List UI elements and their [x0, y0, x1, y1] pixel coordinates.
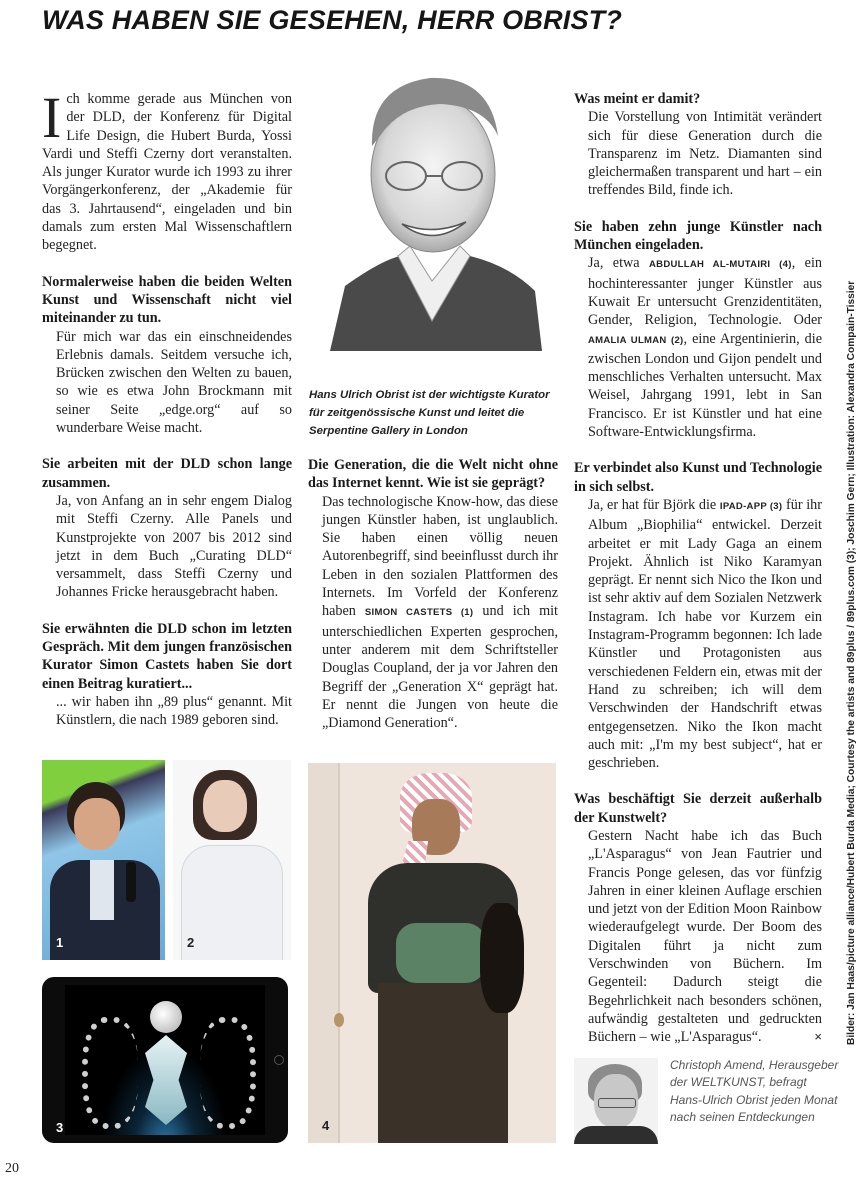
- photo-number-2: 2: [187, 935, 195, 950]
- question-meaning: Was meint er damit?: [574, 91, 701, 107]
- answer-outside-art: Gestern Nacht habe ich das Buch „L'Asparagus“ von Jean Fautrier und Francis Ponge gelesen, das vor fünfzig Jahren in einer kleinen Auflage erschien und jetzt von der Edition Moon Rainbow wiederaufgelegt wurde. Der Boom des Digitalen führt ja nicht zum Verschwinden von Büchern. Im Gegenteil: Dadurch steigt die Begehrlichkeit nach besonders schönen, aufwändig gestalteten und gedruckten Büchern – wie „L'Asparagus“. ×: [588, 827, 822, 1046]
- article-column-2: [308, 456, 558, 732]
- question-2: Sie arbeiten mit der DLD schon lange zusammen.: [42, 456, 292, 491]
- author-photo: [574, 1058, 658, 1144]
- artist-name-amalia: AMALIA ULMAN (2): [588, 334, 684, 346]
- photo-number-3: 3: [56, 1120, 64, 1135]
- headline: WAS HABEN SIE GESEHEN, HERR OBRIST?: [42, 5, 623, 35]
- photo-credits: Bilder: Jan Haas/picture alliance/Hubert Burda Media; Courtesy the artists and 89plus / 89plus.com (3); Joschim Gern; Illustration: Alexandra Compain-Tissier: [846, 280, 857, 1045]
- answer-meaning: Die Vorstellung von Intimität verändert sich für diese Generation durch die Transparenz im Netz. Diamanten sind gleichermaßen transparent und hart – ein treffendes Bild, finde ich.: [588, 109, 822, 199]
- portrait-illustration: [320, 66, 546, 351]
- question-technology: Er verbindet also Kunst und Technologie in sich selbst.: [574, 460, 822, 495]
- question-young-artists: Sie haben zehn junge Künstler nach München eingeladen.: [574, 218, 822, 254]
- answer-1: Für mich war das ein einschneidendes Erlebnis damals. Seitdem versuche ich, Brücken zwischen den Welten zu bauen, so wie es etwa John Brockmann mit seiner Seite „edge.org“ auf so wunderbare Weise macht.: [56, 328, 292, 437]
- ipad-app-reference: IPAD-APP (3): [719, 500, 783, 512]
- answer-young-artists: Ja, etwa ABDULLAH AL-MUTAIRI (4), ein hochinteressanter junger Künstler aus Kuwait Er untersucht Grenzidentitäten, Gender, Religion, Technologie. Oder AMALIA ULMAN (2), eine Argentinierin, die zwischen London und Gijon pendelt und menschliches Verhalten untersucht. Max Weisel, Jahrgang 1991, lebt in San Francisco. Er ist Künstler und hat eine Software-Entwicklungsfirma.: [588, 255, 823, 441]
- author-bio: Christoph Amend, Herausgeber der WELTKUNST, befragt Hans-Ulrich Obrist jeden Monat nach seinen Entdeckungen: [670, 1058, 839, 1125]
- drop-cap: I: [42, 85, 62, 150]
- end-mark-icon: ×: [814, 1029, 822, 1045]
- photo-number-4: 4: [322, 1118, 330, 1133]
- article-column-3: [574, 90, 822, 1047]
- photo-amalia-ulman: [173, 760, 291, 960]
- question-3: Sie erwähnten die DLD schon im letzten Gespräch. Mit dem jungen französischen Kurator Simon Castets haben Sie dort einen Beitrag kuratiert...: [42, 620, 292, 692]
- question-outside-art: Was beschäftigt Sie derzeit außerhalb der Kunstwelt?: [574, 791, 822, 826]
- photo-ipad-biophilia: [42, 977, 288, 1143]
- article-column-1: [42, 85, 292, 730]
- artist-name-simon-castets: SIMON CASTETS (1): [364, 607, 474, 619]
- answer-2: Ja, von Anfang an in sehr engem Dialog mit Steffi Czerny. Alle Panels und Kunstprojekte von 2007 bis 2012 sind jetzt in dem Buch „Curating DLD“ versammelt, dass Steffi Czerny und Johannes Fricke herausgebracht haben.: [56, 492, 292, 601]
- artist-name-abdullah: ABDULLAH AL-MUTAIRI (4): [649, 259, 792, 271]
- answer-3: ... wir haben ihn „89 plus“ genannt. Mit Künstlern, die nach 1989 geboren sind.: [56, 693, 292, 729]
- intro-paragraph: Ich komme gerade aus München von der DLD, der Konferenz für Digital Life Design, die Hubert Burda, Yossi Vardi und Steffi Czerny dort veranstalten. Als junger Kurator wurde ich 1993 zu ihrer Vorgängerkonferenz, der „Akademie für das 3. Jahrtausend“, eingeladen und bin damals zum ersten Mal Wissenschaftlern begegnet.: [42, 85, 292, 254]
- answer-generation: Das technologische Know-how, das diese jungen Künstler haben, ist unglaublich. Sie haben einen völlig neuen Autorenbegriff, sind beeinflusst durch ihr Leben in den sozialen Plattformen des Internets. Im Vorfeld der Konferenz haben SIMON CASTETS (1) und ich mit unterschiedlichen Experten gesprochen, unter anderem mit dem Schriftsteller Douglas Coupland, der ja vor Jahren den Begriff der „Generation X“ geprägt hat. Er nennt die Jungen von heute die „Diamond Generation“.: [322, 493, 558, 732]
- photo-simon-castets: [42, 760, 165, 960]
- answer-technology: Ja, er hat für Björk die IPAD-APP (3) für ihr Album „Biophilia“ entwickel. Derzeit arbeitet er mit Lady Gaga an einem Projekt. Ähnlich ist Niko Karamyan geprägt. Er nennt sich Nico the Ikon und ist sehr aktiv auf dem Sozialen Netzwerk Instagram. Ich habe vor Kurzem ein Instagram-Programm begonnen: Ich lade Künstler und Protagonisten aus verschiedenen Feldern ein, etwas mit der Hand zu schreiben; ich will dem Verschwinden der Handschrift etwas entgegensetzen. Niko the Ikon macht auch mit: „I'm my best subject“, hat er geschrieben.: [588, 496, 822, 772]
- page-number: 20: [5, 1161, 19, 1176]
- portrait-sketch-icon: [320, 66, 546, 351]
- photo-abdullah-al-mutairi: [308, 763, 556, 1143]
- photo-number-1: 1: [56, 935, 64, 950]
- question-1: Normalerweise haben die beiden Welten Kunst und Wissenschaft nicht viel miteinander zu tun.: [42, 273, 292, 327]
- question-generation: Die Generation, die die Welt nicht ohne das Internet kennt. Wie ist sie geprägt?: [308, 457, 558, 492]
- portrait-caption: Hans Ulrich Obrist ist der wichtigste Kurator für zeitgenössische Kunst und leitet die Serpentine Gallery in London: [309, 389, 550, 437]
